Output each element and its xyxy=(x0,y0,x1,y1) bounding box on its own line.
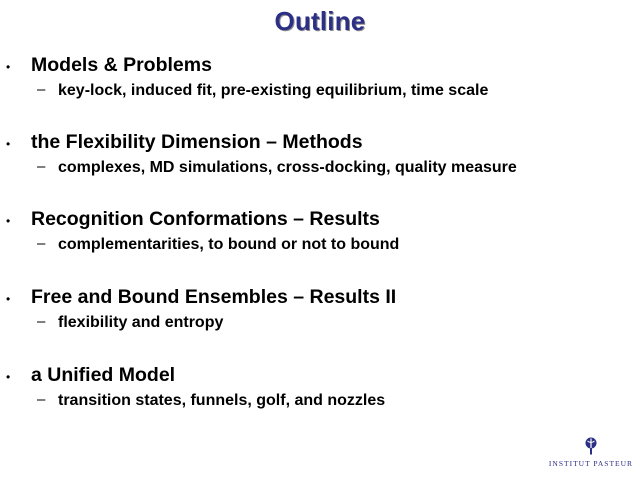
bullet-dot: • xyxy=(6,60,11,74)
pasteur-emblem-icon xyxy=(583,437,599,455)
bullet-item-5 xyxy=(0,364,640,413)
bullet-dot: • xyxy=(6,214,11,228)
bullet-heading: the Flexibility Dimension – Methods xyxy=(31,131,363,153)
bullet-item-1 xyxy=(0,54,640,103)
bullet-subtext: complexes, MD simulations, cross-docking, quality measure xyxy=(58,159,517,176)
bullet-subtext: key-lock, induced fit, pre-existing equilibrium, time scale xyxy=(58,82,489,99)
sub-bullet-dash: – xyxy=(37,235,46,252)
bullet-dot: • xyxy=(6,137,11,151)
sub-bullet-dash: – xyxy=(37,81,46,98)
logo-text: INSTITUT PASTEUR xyxy=(548,459,634,468)
bullet-item-4 xyxy=(0,286,640,335)
bullet-subtext: transition states, funnels, golf, and nozzles xyxy=(58,392,386,409)
bullet-heading: Recognition Conformations – Results xyxy=(31,208,380,230)
bullet-item-3 xyxy=(0,208,640,257)
sub-bullet-dash: – xyxy=(37,313,46,330)
bullet-heading: a Unified Model xyxy=(31,364,176,386)
bullet-dot: • xyxy=(6,370,11,384)
bullet-subtext: complementarities, to bound or not to bound xyxy=(58,236,400,253)
bullet-item-2 xyxy=(0,131,640,180)
institut-pasteur-logo xyxy=(548,437,634,471)
bullet-heading: Free and Bound Ensembles – Results II xyxy=(31,286,397,308)
slide-title: Outline xyxy=(274,6,366,36)
sub-bullet-dash: – xyxy=(37,391,46,408)
sub-bullet-dash: – xyxy=(37,158,46,175)
bullet-subtext: flexibility and entropy xyxy=(58,314,224,331)
bullet-heading: Models & Problems xyxy=(31,54,212,76)
bullet-dot: • xyxy=(6,292,11,306)
